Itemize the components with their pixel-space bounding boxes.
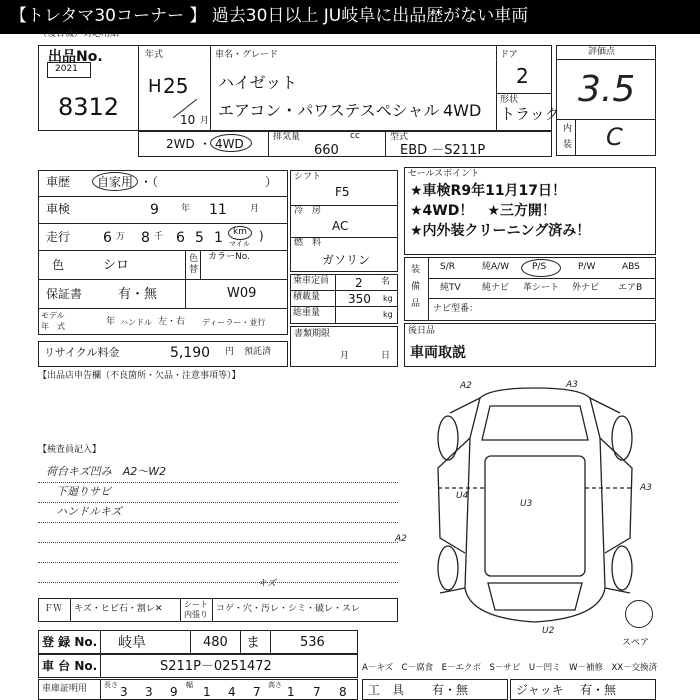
inspector-note-3: ハンドルキズ: [56, 505, 122, 518]
mark-u2: U2: [542, 626, 555, 636]
color-code: W09: [227, 286, 257, 301]
notice-title: 【出品店申告欄（不良箇所・欠品・注意事項等）】: [38, 371, 241, 381]
mileage-mile: マイル: [229, 240, 250, 248]
warranty-value: 有・無: [118, 287, 158, 302]
inspector-note-2: 下廻りサビ: [56, 485, 111, 498]
vehicle-name: ハイゼット: [218, 73, 298, 92]
mark-a3-right: A3: [640, 483, 652, 493]
car-diagram: [410, 378, 660, 648]
year-month: 10: [180, 113, 196, 127]
color-value: シロ: [103, 258, 130, 273]
mark-u3: U3: [520, 499, 533, 509]
score-label: 評価点: [588, 47, 616, 57]
mileage-label: 走行: [46, 230, 71, 244]
shape-label: 形状: [500, 95, 519, 105]
spare-circle: [625, 600, 653, 628]
mark-a2-top: A2: [460, 381, 472, 391]
inspection-year-unit: 年: [181, 204, 191, 214]
sales-line-1: ★車検R9年11月17日！: [410, 183, 567, 199]
year-value: 25: [163, 74, 189, 98]
score-value: 3.5: [578, 69, 636, 110]
displacement-label: 排気量: [273, 132, 301, 142]
title-text: 【トレタマ30コーナー 】 過去30日以上 JU岐阜に出品歴がない車両: [10, 6, 529, 26]
fw-annotation: キズ: [258, 579, 276, 589]
lot-number: 8312: [58, 93, 120, 121]
mileage-km: km: [233, 227, 247, 237]
info-table: [38, 170, 288, 335]
form-note: （複合機）対応用紙: [38, 29, 120, 39]
spare-label: スペア: [622, 638, 650, 648]
history-suffix-end: ）: [265, 175, 278, 189]
displacement-unit: cc: [350, 131, 360, 141]
inspection-label: 車検: [46, 202, 71, 216]
door-value: 2: [516, 64, 529, 88]
model-label: 型式: [390, 132, 409, 142]
mark-a2-left: A2: [395, 534, 407, 544]
door-label: ドア: [500, 50, 518, 60]
lot-stamp: 2021: [55, 64, 78, 74]
name-label: 車名・グレード: [215, 50, 279, 60]
inspection-month: 11: [209, 202, 227, 218]
year-label: 年式: [145, 50, 164, 60]
drive-2wd: 2WD: [166, 137, 195, 151]
interior-value: C: [606, 123, 623, 151]
history-suffix: ・（: [140, 175, 159, 189]
inspector-note-1: 荷台キズ凹み A2〜W2: [46, 465, 167, 478]
history-label: 車歴: [46, 175, 71, 189]
sales-line-2: ★4WD！ ★三方開！: [410, 203, 556, 219]
legend: A－キズ C－腐食 E－エクボ S－サビ U－凹ミ W－補修 XX－交換済: [362, 663, 658, 673]
history-value: 自家用: [97, 175, 134, 189]
inspection-month-unit: 月: [250, 204, 260, 214]
interior-label-1: 内: [563, 124, 573, 134]
displacement-value: 660: [314, 143, 339, 158]
drive-4wd: 4WD: [215, 137, 244, 151]
interior-label-2: 装: [563, 140, 573, 150]
mark-u4: U4: [456, 491, 469, 501]
lot-label: 出品No.: [48, 49, 103, 65]
color-code-label: カラーNo.: [208, 252, 250, 262]
warranty-label: 保証書: [46, 287, 83, 301]
inspection-year: 9: [150, 202, 159, 218]
color-label: 色: [52, 258, 65, 272]
mark-a3-top: A3: [566, 380, 578, 390]
sales-line-3: ★内外装クリーニング済み！: [410, 223, 591, 239]
vehicle-grade: エアコン・パワステスペシャル: [218, 101, 440, 120]
vehicle-drive-grade: 4WD: [443, 101, 482, 120]
shape-value: トラック: [500, 105, 560, 123]
inspector-title: 【検査員記入】: [38, 445, 102, 455]
year-era: H: [148, 76, 162, 97]
year-month-unit: 月: [200, 116, 210, 126]
model-value: EBD －S211P: [400, 143, 486, 158]
